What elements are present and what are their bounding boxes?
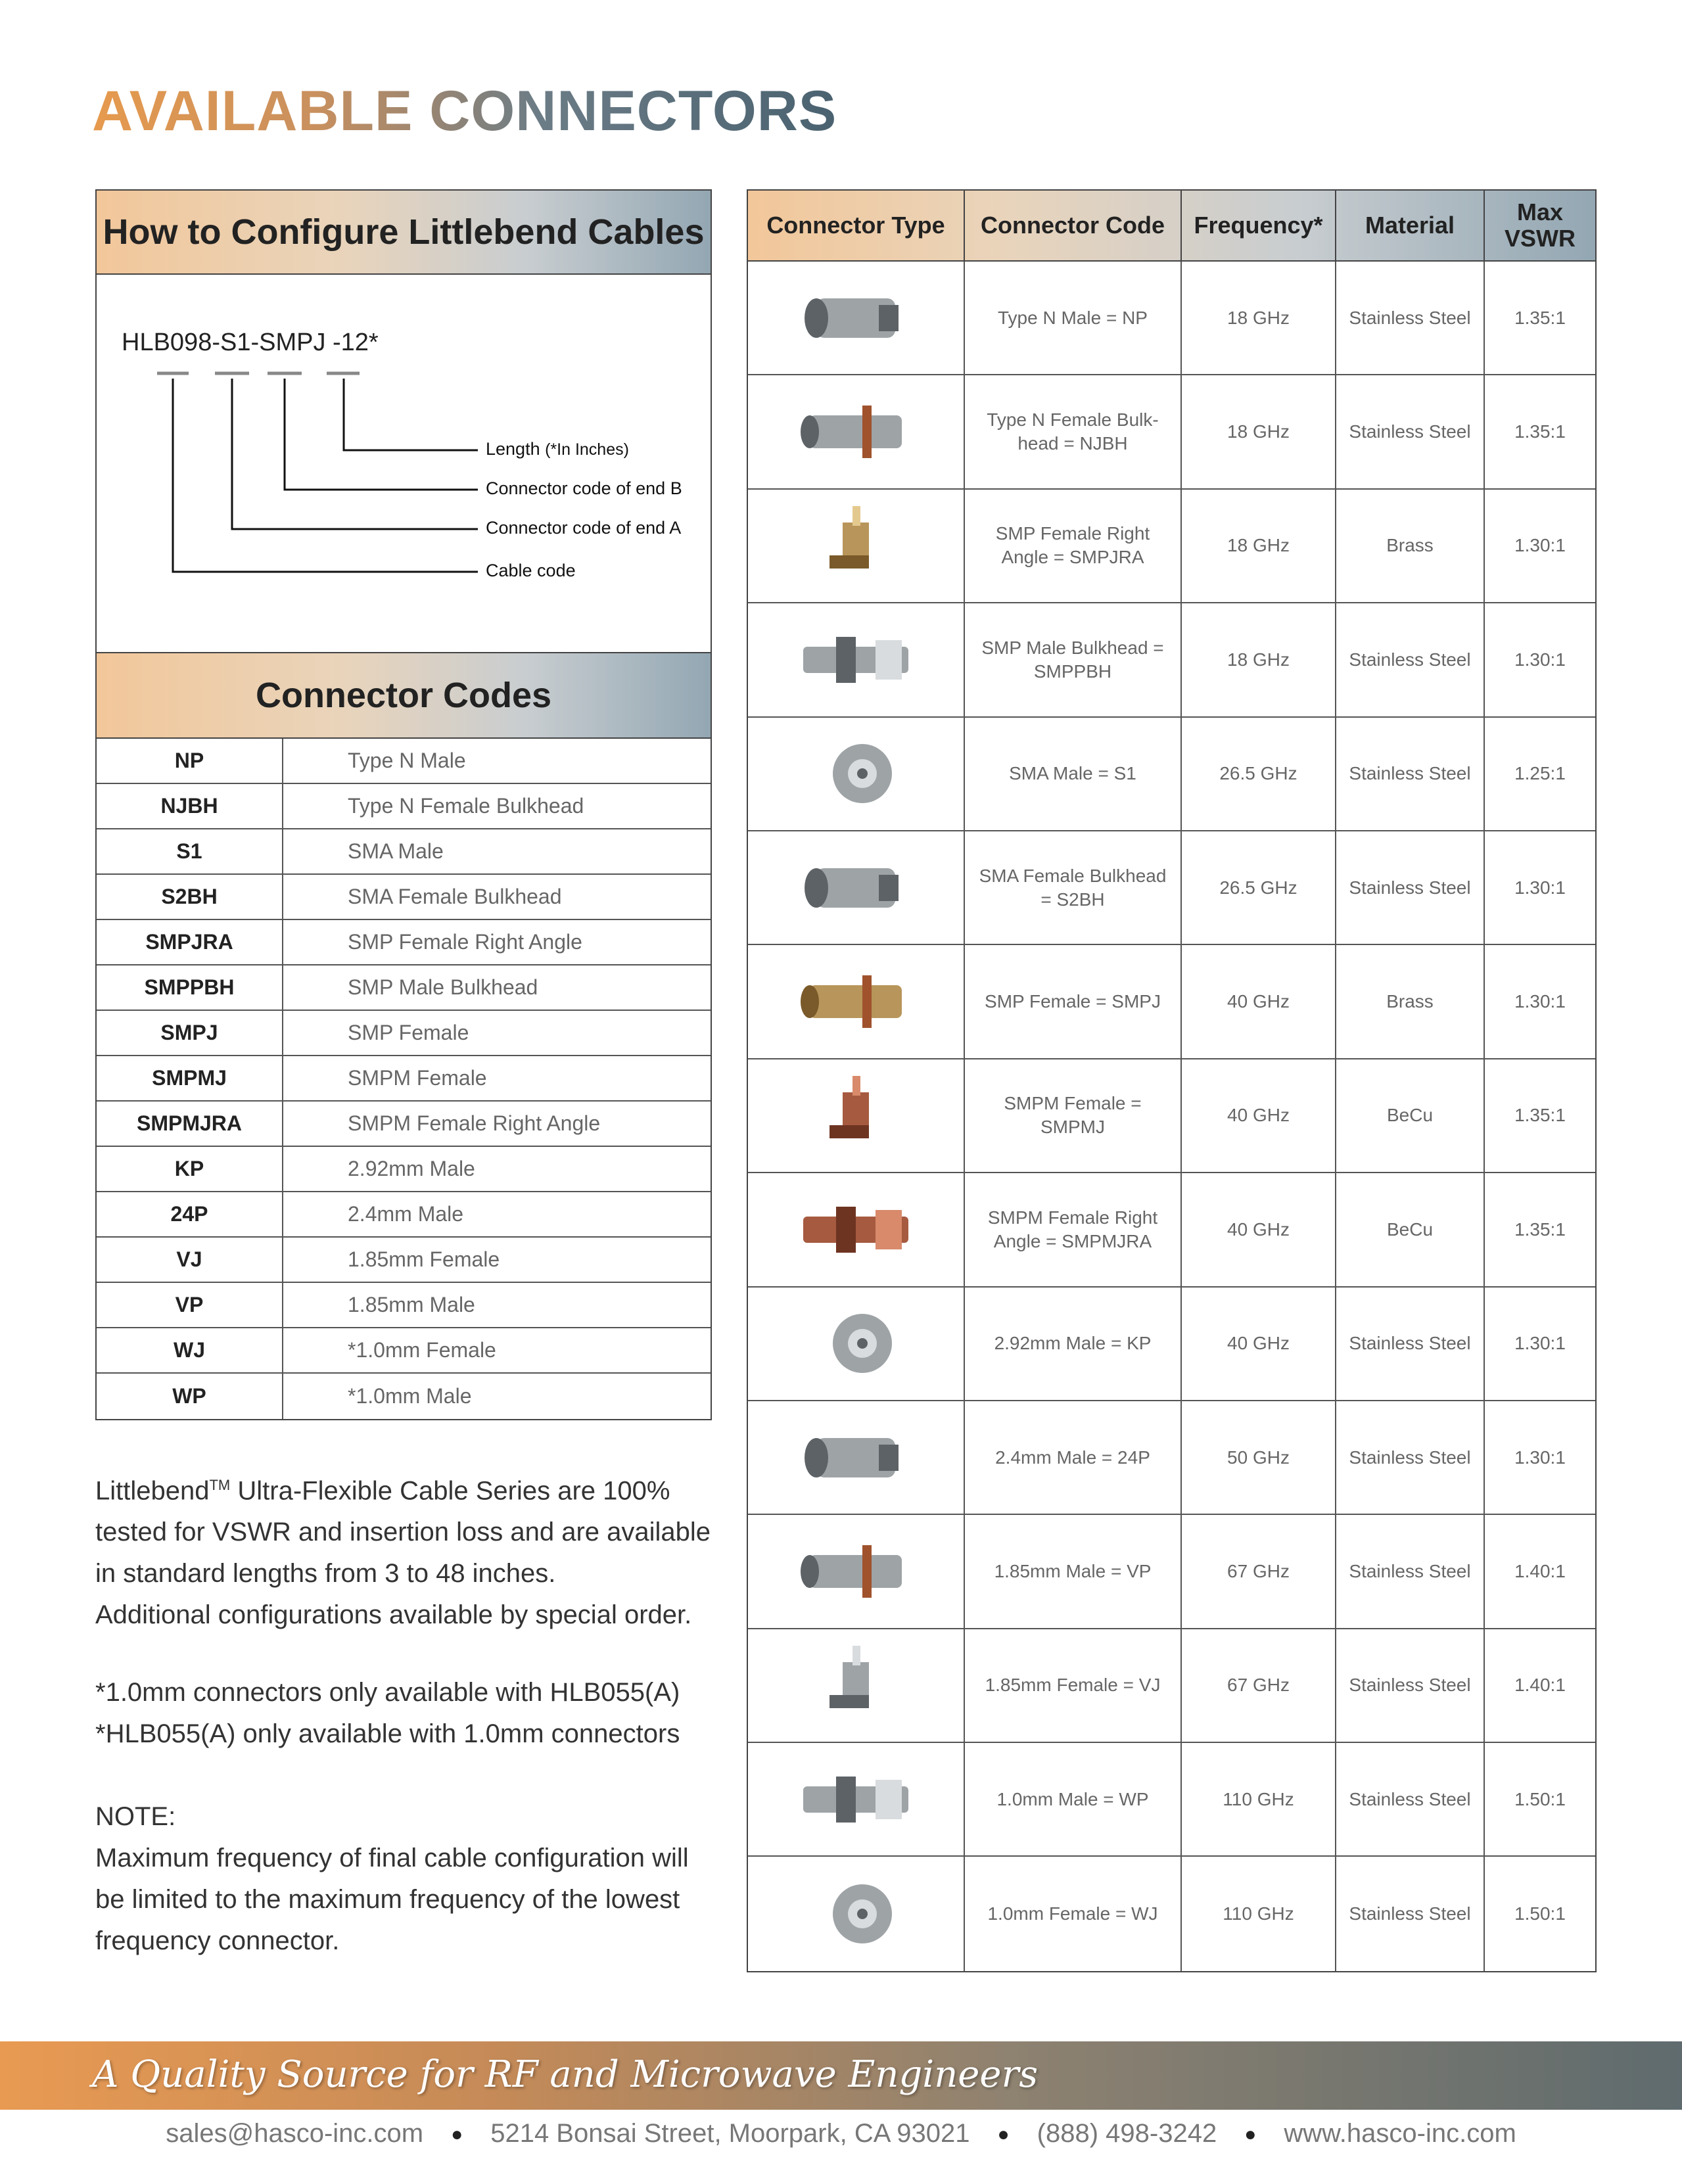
config-panel bbox=[95, 189, 712, 653]
code-row bbox=[97, 1283, 711, 1328]
connector-code-cell: SMP Female = SMPJ bbox=[965, 945, 1182, 1057]
code-value: S1 bbox=[97, 829, 283, 873]
frequency-cell: 26.5 GHz bbox=[1182, 718, 1336, 830]
frequency-cell: 67 GHz bbox=[1182, 1515, 1336, 1627]
code-value: 24P bbox=[97, 1192, 283, 1236]
connector-code-cell: 1.0mm Male = WP bbox=[965, 1743, 1182, 1855]
code-description: SMP Female Right Angle bbox=[348, 930, 582, 954]
table-row bbox=[748, 718, 1595, 831]
code-description: Type N Male bbox=[348, 749, 466, 772]
smpm-female-connector-image bbox=[748, 1059, 965, 1172]
1-0mm-male-connector-image bbox=[748, 1743, 965, 1855]
code-value: SMPPBH bbox=[97, 965, 283, 1010]
codes-heading: Connector Codes bbox=[255, 676, 552, 715]
code-row bbox=[97, 1056, 711, 1102]
label-end-b: Connector code of end B bbox=[486, 478, 682, 498]
connector-code-cell: 2.4mm Male = 24P bbox=[965, 1401, 1182, 1514]
vswr-cell: 1.30:1 bbox=[1514, 1333, 1566, 1354]
code-row bbox=[97, 829, 711, 875]
frequency-cell: 40 GHz bbox=[1182, 945, 1336, 1057]
table-row bbox=[748, 1173, 1595, 1287]
connector-code-cell: 1.0mm Female = WJ bbox=[965, 1857, 1182, 1970]
table-row bbox=[748, 490, 1595, 603]
code-row bbox=[97, 739, 711, 784]
config-heading: How to Configure Littlebend Cables bbox=[103, 212, 705, 252]
footer-phone[interactable]: (888) 498-3242 bbox=[1037, 2119, 1217, 2148]
col-connector-type: Connector Type bbox=[748, 191, 965, 260]
footer-website[interactable]: www.hasco-inc.com bbox=[1284, 2119, 1516, 2148]
2-92mm-male-connector-image bbox=[748, 1288, 965, 1400]
notes-paragraph-3: NOTE: Maximum frequency of final cable configuration will be limited to the maximum frequency of the lowest frequency connector. bbox=[95, 1802, 689, 1955]
table-row bbox=[748, 375, 1595, 489]
smpm-female-right-angle-connector-image bbox=[748, 1173, 965, 1286]
code-value: VP bbox=[97, 1283, 283, 1327]
notes-paragraph-2: *1.0mm connectors only available with HLB055(A) *HLB055(A) only available with 1.0mm connectors bbox=[95, 1678, 680, 1748]
material-cell: Stainless Steel bbox=[1336, 1743, 1485, 1855]
frequency-cell: 26.5 GHz bbox=[1182, 831, 1336, 944]
code-value: SMPJRA bbox=[97, 920, 283, 964]
code-value: NP bbox=[97, 739, 283, 783]
frequency-cell: 40 GHz bbox=[1182, 1288, 1336, 1400]
material-cell: Stainless Steel bbox=[1336, 1629, 1485, 1742]
frequency-cell: 110 GHz bbox=[1182, 1743, 1336, 1855]
material-cell: Brass bbox=[1336, 945, 1485, 1057]
table-row bbox=[748, 945, 1595, 1059]
frequency-cell: 110 GHz bbox=[1182, 1857, 1336, 1970]
table-row bbox=[748, 1743, 1595, 1857]
connector-code-cell: SMA Female Bulkhead = S2BH bbox=[965, 831, 1182, 944]
code-value: SMPJ bbox=[97, 1011, 283, 1055]
connector-code-cell: SMP Male Bulkhead = SMPPBH bbox=[965, 603, 1182, 716]
code-description: 1.85mm Male bbox=[348, 1293, 475, 1316]
code-value: SMPMJRA bbox=[97, 1102, 283, 1146]
code-row bbox=[97, 1238, 711, 1283]
frequency-cell: 18 GHz bbox=[1182, 490, 1336, 602]
smp-male-bulkhead-connector-image bbox=[748, 603, 965, 716]
table-row bbox=[748, 1059, 1595, 1173]
footer-tagline: A Quality Source for RF and Microwave Engineers bbox=[92, 2053, 1039, 2096]
vswr-cell: 1.30:1 bbox=[1514, 535, 1566, 556]
notes-paragraph-1: Littlebend™ Ultra-Flexible Cable Series are 100% tested for VSWR and insertion loss and are available in standard lengths from 3 to 48 inches. Additional configurations available by special order. bbox=[95, 1476, 711, 1630]
label-end-a: Connector code of end A bbox=[486, 518, 682, 538]
code-row bbox=[97, 1102, 711, 1147]
table-row bbox=[748, 1515, 1595, 1629]
footer-banner bbox=[0, 2041, 1682, 2110]
footer-contact: sales@hasco-inc.com ● 5214 Bonsai Street, Moorpark, CA 93021 ● (888) 498-3242 ● www.hasco-inc.com bbox=[166, 2119, 1516, 2148]
vswr-cell: 1.30:1 bbox=[1514, 649, 1566, 670]
1-85mm-male-connector-image bbox=[748, 1515, 965, 1627]
table-row bbox=[748, 1401, 1595, 1515]
code-description: SMA Male bbox=[348, 839, 444, 863]
smp-female-connector-image bbox=[748, 945, 965, 1057]
code-description: SMP Female bbox=[348, 1021, 469, 1044]
code-row bbox=[97, 875, 711, 920]
material-cell: BeCu bbox=[1336, 1173, 1485, 1286]
footer-address: 5214 Bonsai Street, Moorpark, CA 93021 bbox=[490, 2119, 970, 2148]
example-part-number: HLB098-S1-SMPJ -12* bbox=[122, 329, 379, 356]
connector-code-cell: SMA Male = S1 bbox=[965, 718, 1182, 830]
connector-code-cell: Type N Male = NP bbox=[965, 262, 1182, 374]
vswr-cell: 1.40:1 bbox=[1514, 1560, 1566, 1581]
sma-male-connector-image bbox=[748, 718, 965, 830]
connectors-table bbox=[747, 189, 1597, 1972]
table-row bbox=[748, 1288, 1595, 1401]
material-cell: Stainless Steel bbox=[1336, 1288, 1485, 1400]
frequency-cell: 18 GHz bbox=[1182, 375, 1336, 488]
code-description: SMPM Female bbox=[348, 1066, 487, 1090]
vswr-cell: 1.30:1 bbox=[1514, 877, 1566, 898]
code-row bbox=[97, 965, 711, 1011]
col-max-vswr: Max VSWR bbox=[1505, 198, 1576, 252]
code-description: 2.4mm Male bbox=[348, 1202, 464, 1226]
material-cell: Stainless Steel bbox=[1336, 1515, 1485, 1627]
vswr-cell: 1.35:1 bbox=[1514, 1105, 1566, 1126]
frequency-cell: 50 GHz bbox=[1182, 1401, 1336, 1514]
code-description: *1.0mm Female bbox=[348, 1338, 496, 1362]
connector-codes-table bbox=[95, 653, 712, 1420]
code-row bbox=[97, 784, 711, 829]
page-title: AVAILABLE CONNECTORS bbox=[92, 80, 837, 143]
code-description: SMP Male Bulkhead bbox=[348, 975, 538, 999]
table-row bbox=[748, 1629, 1595, 1743]
material-cell: Stainless Steel bbox=[1336, 831, 1485, 944]
col-frequency: Frequency* bbox=[1182, 191, 1336, 260]
code-description: 1.85mm Female bbox=[348, 1247, 500, 1271]
vswr-cell: 1.30:1 bbox=[1514, 991, 1566, 1012]
connector-code-cell: 1.85mm Female = VJ bbox=[965, 1629, 1182, 1742]
label-length: Length (*In Inches) bbox=[486, 439, 629, 459]
codes-header bbox=[97, 653, 711, 739]
connector-code-cell: SMPM Female Right Angle = SMPMJRA bbox=[965, 1173, 1182, 1286]
table-row bbox=[748, 262, 1595, 375]
code-description: SMA Female Bulkhead bbox=[348, 885, 562, 908]
material-cell: Stainless Steel bbox=[1336, 262, 1485, 374]
vswr-cell: 1.35:1 bbox=[1514, 307, 1566, 328]
frequency-cell: 40 GHz bbox=[1182, 1059, 1336, 1172]
vswr-cell: 1.50:1 bbox=[1514, 1788, 1566, 1809]
type-n-female-bulkhead-connector-image bbox=[748, 375, 965, 488]
material-cell: Stainless Steel bbox=[1336, 718, 1485, 830]
frequency-cell: 18 GHz bbox=[1182, 262, 1336, 374]
type-n-male-connector-image bbox=[748, 262, 965, 374]
footer-email[interactable]: sales@hasco-inc.com bbox=[166, 2119, 424, 2148]
frequency-cell: 18 GHz bbox=[1182, 603, 1336, 716]
code-description: Type N Female Bulkhead bbox=[348, 794, 584, 818]
material-cell: Stainless Steel bbox=[1336, 603, 1485, 716]
table-row bbox=[748, 1857, 1595, 1970]
vswr-cell: 1.25:1 bbox=[1514, 763, 1566, 784]
connector-code-cell: SMP Female Right Angle = SMPJRA bbox=[965, 490, 1182, 602]
col-material: Material bbox=[1336, 191, 1485, 260]
vswr-cell: 1.35:1 bbox=[1514, 421, 1566, 442]
1-0mm-female-connector-image bbox=[748, 1857, 965, 1970]
material-cell: Stainless Steel bbox=[1336, 1401, 1485, 1514]
code-value: WP bbox=[97, 1374, 283, 1419]
sma-female-bulkhead-connector-image bbox=[748, 831, 965, 944]
material-cell: Brass bbox=[1336, 490, 1485, 602]
smp-female-right-angle-connector-image bbox=[748, 490, 965, 602]
connector-code-cell: Type N Female Bulk-head = NJBH bbox=[965, 375, 1182, 488]
code-row bbox=[97, 1147, 711, 1192]
code-value: SMPMJ bbox=[97, 1056, 283, 1100]
frequency-cell: 40 GHz bbox=[1182, 1173, 1336, 1286]
code-value: WJ bbox=[97, 1328, 283, 1372]
table-row bbox=[748, 831, 1595, 945]
code-value: KP bbox=[97, 1147, 283, 1191]
code-value: NJBH bbox=[97, 784, 283, 828]
table-row bbox=[748, 603, 1595, 717]
code-description: 2.92mm Male bbox=[348, 1157, 475, 1180]
code-row bbox=[97, 1011, 711, 1056]
vswr-cell: 1.40:1 bbox=[1514, 1675, 1566, 1696]
connector-code-cell: 1.85mm Male = VP bbox=[965, 1515, 1182, 1627]
vswr-cell: 1.30:1 bbox=[1514, 1447, 1566, 1468]
code-description: SMPM Female Right Angle bbox=[348, 1111, 601, 1135]
vswr-cell: 1.35:1 bbox=[1514, 1219, 1566, 1240]
col-connector-code: Connector Code bbox=[965, 191, 1182, 260]
table-header bbox=[748, 191, 1595, 262]
frequency-cell: 67 GHz bbox=[1182, 1629, 1336, 1742]
code-value: S2BH bbox=[97, 875, 283, 919]
label-cable-code: Cable code bbox=[486, 561, 576, 580]
code-row bbox=[97, 1374, 711, 1419]
1-85mm-female-connector-image bbox=[748, 1629, 965, 1742]
material-cell: Stainless Steel bbox=[1336, 375, 1485, 488]
code-row bbox=[97, 1192, 711, 1238]
connector-code-cell: SMPM Female = SMPMJ bbox=[965, 1059, 1182, 1172]
code-description: *1.0mm Male bbox=[348, 1384, 472, 1408]
vswr-cell: 1.50:1 bbox=[1514, 1903, 1566, 1924]
code-row bbox=[97, 1328, 711, 1374]
material-cell: Stainless Steel bbox=[1336, 1857, 1485, 1970]
connector-code-cell: 2.92mm Male = KP bbox=[965, 1288, 1182, 1400]
part-number-diagram bbox=[97, 191, 713, 655]
material-cell: BeCu bbox=[1336, 1059, 1485, 1172]
code-row bbox=[97, 920, 711, 965]
code-value: VJ bbox=[97, 1238, 283, 1282]
2-4mm-male-connector-image bbox=[748, 1401, 965, 1514]
